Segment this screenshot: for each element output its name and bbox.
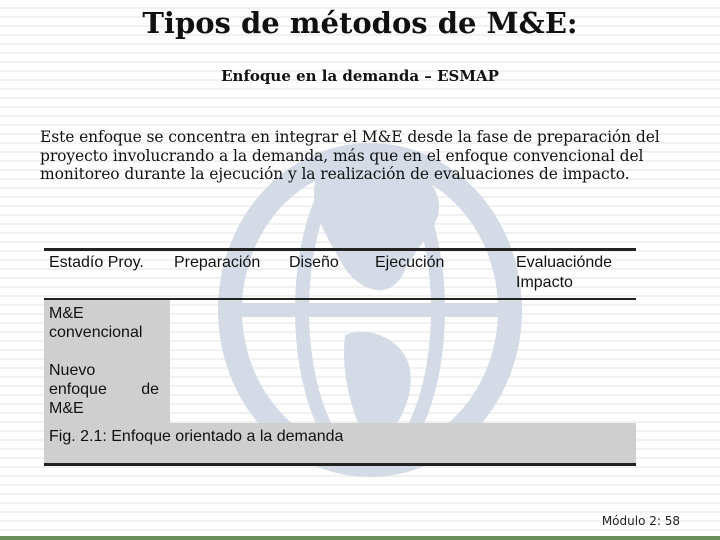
figure-caption: Fig. 2.1: Enfoque orientado a la demanda — [49, 428, 344, 445]
page-subtitle: Enfoque en la demanda – ESMAP — [221, 67, 499, 85]
bottom-accent-bar — [0, 536, 720, 540]
row-label-new — [49, 361, 165, 418]
page-number: Módulo 2: 58 — [601, 514, 680, 528]
row-label-conventional — [49, 304, 142, 342]
row-label-new-line1: Nuevo — [49, 362, 96, 379]
header-evaluation-line1: Evaluaciónde — [516, 254, 613, 271]
header-stage: Estadío Proy. — [49, 254, 144, 271]
header-preparation: Preparación — [174, 254, 261, 271]
header-evaluation — [516, 253, 612, 293]
page-title: Tipos de métodos de M&E: — [142, 6, 578, 40]
row-label-new-line2a: enfoque — [49, 381, 107, 398]
row-label-new-line3: M&E — [49, 400, 84, 417]
table-bottom-rule — [44, 463, 636, 466]
demand-approach-table — [44, 248, 636, 466]
header-design: Diseño — [289, 254, 339, 271]
row-label-new-line2b: de — [141, 381, 159, 398]
intro-paragraph: Este enfoque se concentra en integrar el M&E desde la fase de preparación del proyecto involucrando a la demanda, más que en el enfoque convencional del monitoreo durante la ejecución y la realización de evaluaciones de impacto. — [40, 128, 660, 183]
table-header-rule — [44, 298, 636, 300]
header-evaluation-line2: Impacto — [516, 274, 573, 291]
row-label-conventional-line2: convencional — [49, 324, 143, 341]
table-top-rule — [44, 248, 636, 251]
row-label-new-line2 — [49, 380, 159, 399]
header-execution: Ejecución — [375, 254, 445, 271]
row-label-conventional-line1: M&E — [49, 305, 84, 322]
